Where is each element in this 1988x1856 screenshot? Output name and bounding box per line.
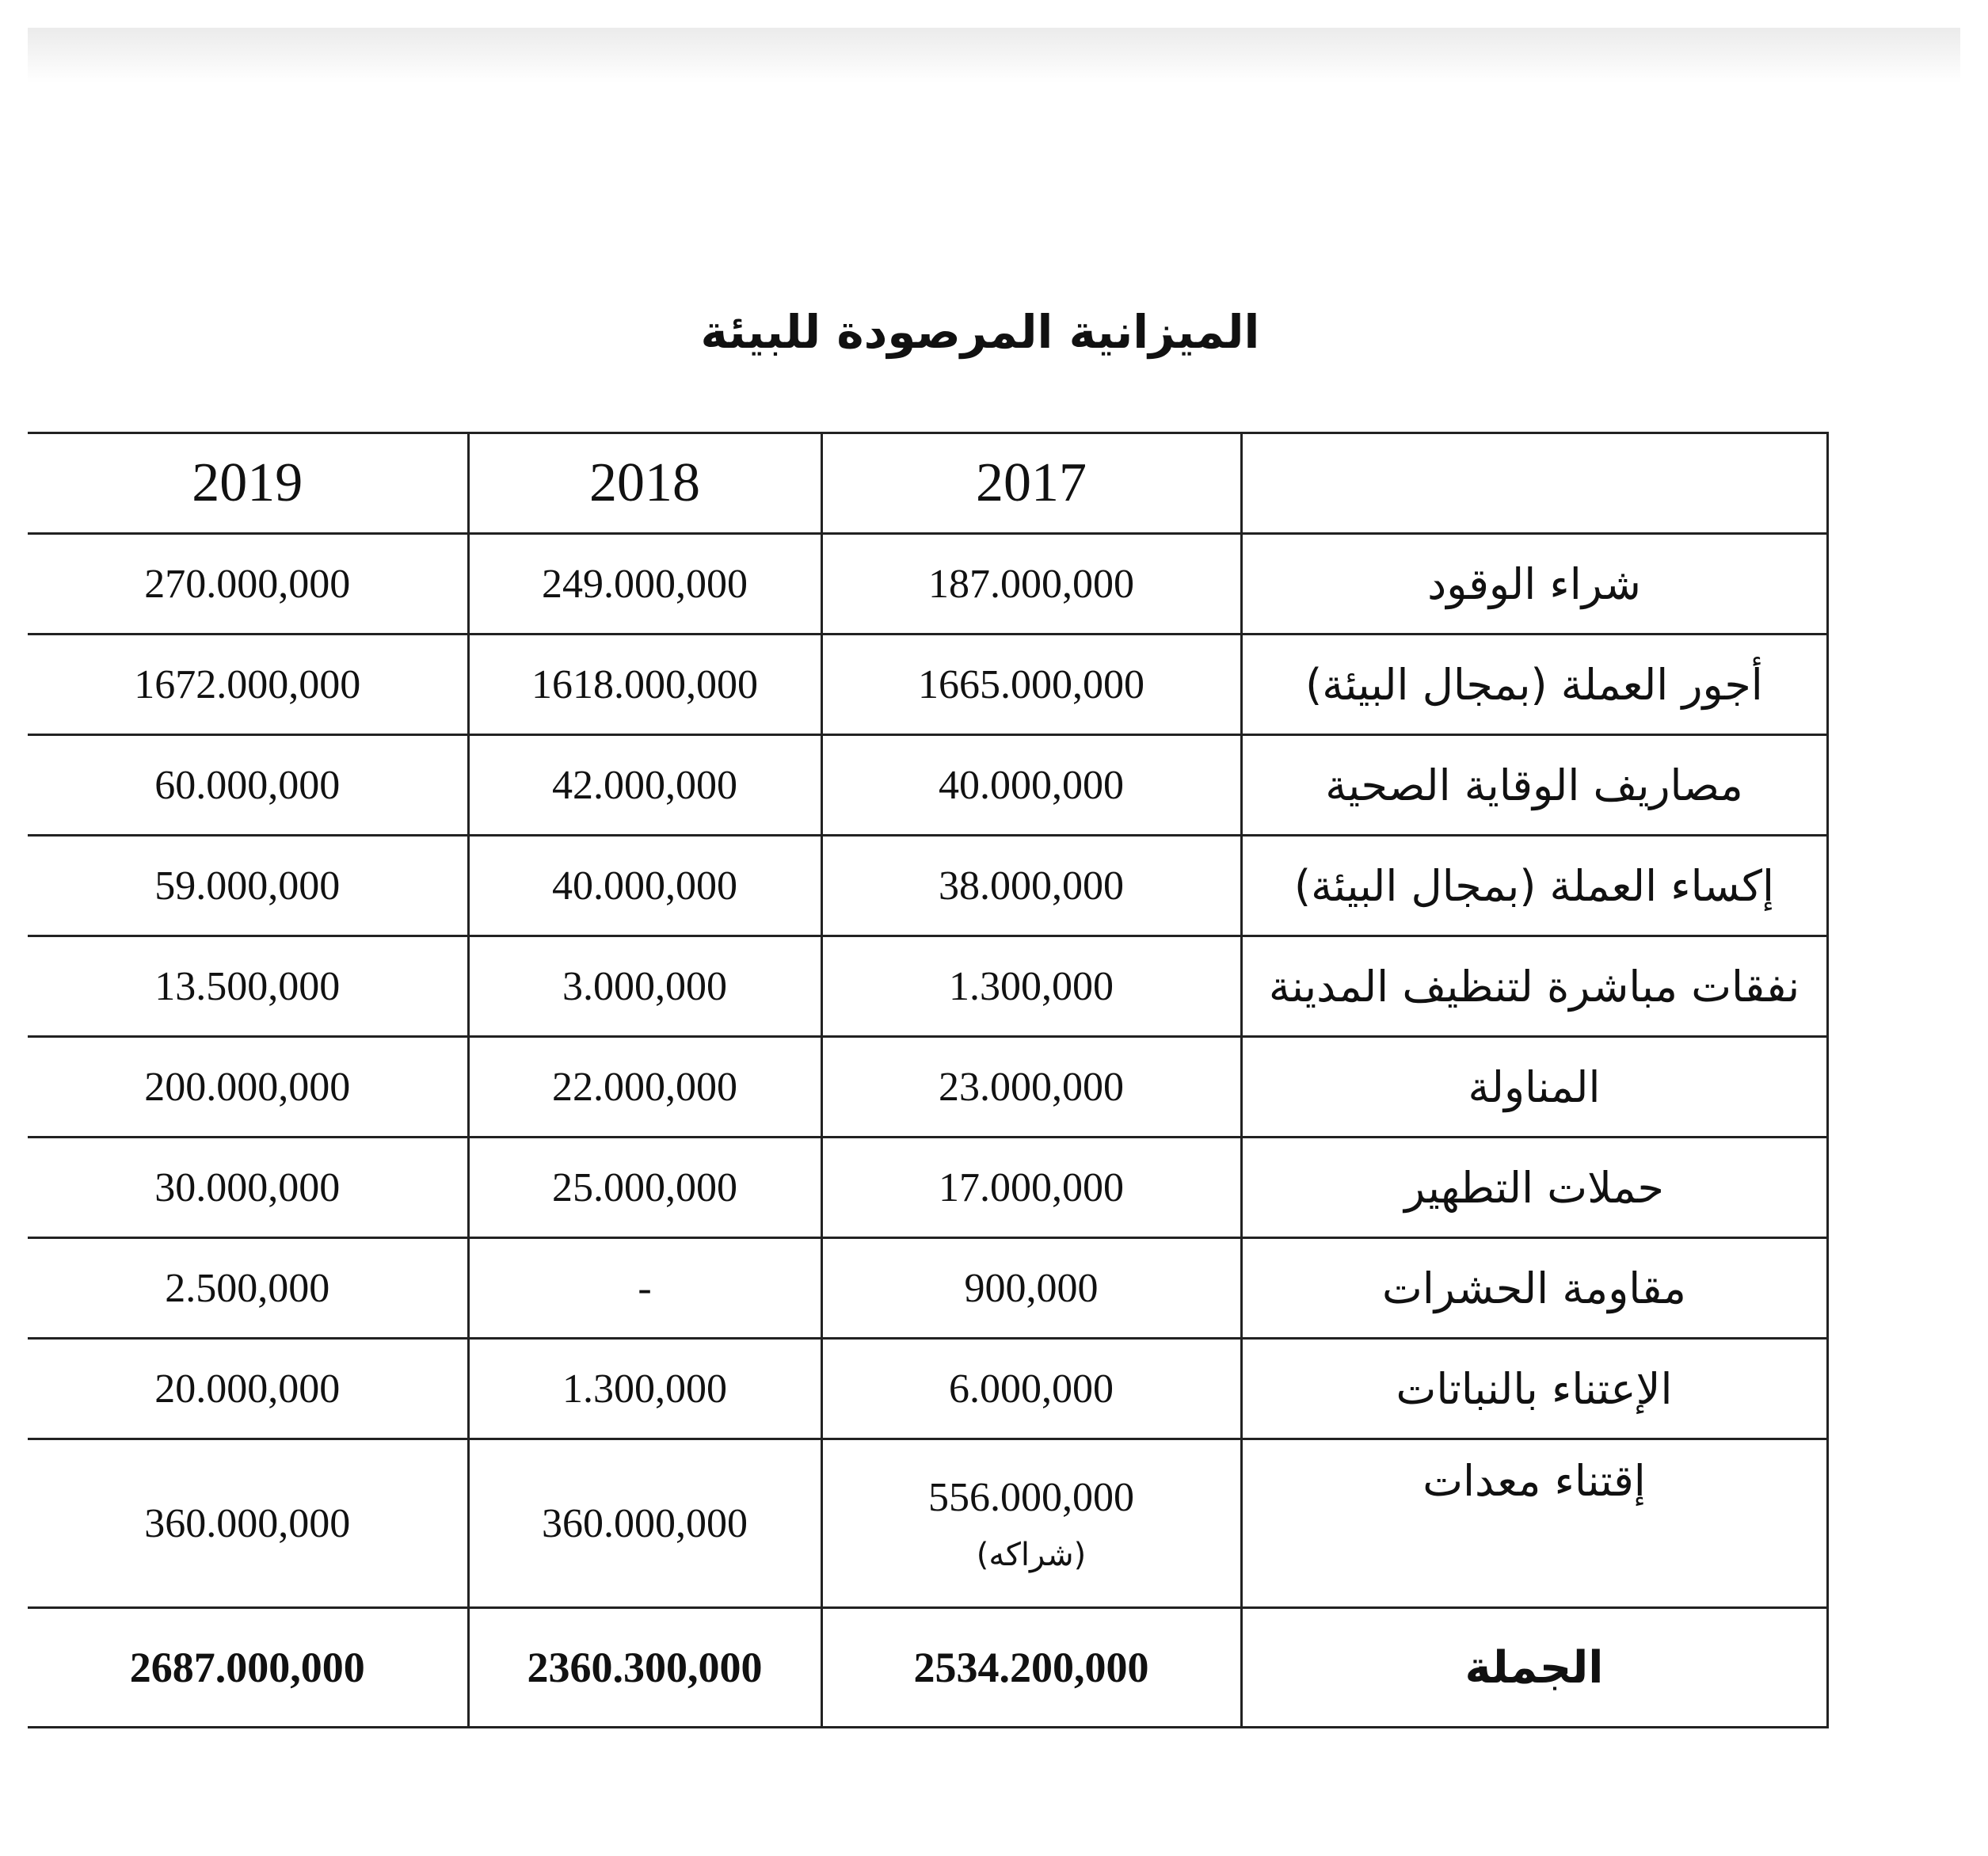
total-label: الجملة: [1241, 1608, 1827, 1728]
cell-2018: 22.000,000: [468, 1037, 821, 1138]
total-2018: 2360.300,000: [468, 1608, 821, 1728]
cell-2018: 1.300,000: [468, 1339, 821, 1439]
cell-2019: 1672.000,000: [28, 635, 468, 735]
row-label: أجور العملة (بمجال البيئة): [1241, 635, 1827, 735]
total-row: [28, 1608, 1827, 1728]
table-row: [28, 1439, 1827, 1608]
cell-2019: 13.500,000: [28, 936, 468, 1037]
cell-2019: 360.000,000: [28, 1439, 468, 1608]
header-label: [1241, 433, 1827, 534]
total-2017: 2534.200,000: [821, 1608, 1241, 1728]
table-row: [28, 635, 1827, 735]
cell-2017: [821, 1439, 1241, 1608]
cell-note: (شراكه): [976, 1536, 1087, 1573]
cell-2019: 59.000,000: [28, 836, 468, 936]
table-row: [28, 1238, 1827, 1339]
cell-2019: 270.000,000: [28, 534, 468, 635]
table-row: [28, 1037, 1827, 1138]
row-label: شراء الوقود: [1241, 534, 1827, 635]
document-title: الميزانية المرصودة للبيئة: [700, 305, 1260, 359]
cell-2019: 20.000,000: [28, 1339, 468, 1439]
row-label: مقاومة الحشرات: [1241, 1238, 1827, 1339]
table-row: [28, 735, 1827, 836]
table-row: [28, 1339, 1827, 1439]
cell-2017: 38.000,000: [821, 836, 1241, 936]
table-row: [28, 534, 1827, 635]
cell-2017: 6.000,000: [821, 1339, 1241, 1439]
cell-2019: 2.500,000: [28, 1238, 468, 1339]
table-row: [28, 836, 1827, 936]
total-2019: 2687.000,000: [28, 1608, 468, 1728]
cell-2017: 1.300,000: [821, 936, 1241, 1037]
scan-top-shadow: [28, 28, 1960, 83]
cell-2019: 30.000,000: [28, 1138, 468, 1238]
budget-table: [28, 432, 1829, 1728]
header-2017: 2017: [821, 433, 1241, 534]
row-label: حملات التطهير: [1241, 1138, 1827, 1238]
cell-2017: 1665.000,000: [821, 635, 1241, 735]
row-label: إقتناء معدات: [1241, 1439, 1827, 1608]
cell-2019: 60.000,000: [28, 735, 468, 836]
cell-2018: 40.000,000: [468, 836, 821, 936]
cell-2017: 40.000,000: [821, 735, 1241, 836]
cell-2017: 17.000,000: [821, 1138, 1241, 1238]
cell-2018: 3.000,000: [468, 936, 821, 1037]
table-row: [28, 936, 1827, 1037]
row-label: نفقات مباشرة لتنظيف المدينة: [1241, 936, 1827, 1037]
row-label: مصاريف الوقاية الصحية: [1241, 735, 1827, 836]
row-label: المناولة: [1241, 1037, 1827, 1138]
cell-2019: 200.000,000: [28, 1037, 468, 1138]
cell-2017: 187.000,000: [821, 534, 1241, 635]
cell-value: 556.000,000: [928, 1474, 1134, 1520]
header-2018: 2018: [468, 433, 821, 534]
cell-2018: 25.000,000: [468, 1138, 821, 1238]
cell-2018: 1618.000,000: [468, 635, 821, 735]
cell-2018: 249.000,000: [468, 534, 821, 635]
cell-2018: 42.000,000: [468, 735, 821, 836]
cell-2017: 900,000: [821, 1238, 1241, 1339]
table-row: [28, 1138, 1827, 1238]
cell-2018: 360.000,000: [468, 1439, 821, 1608]
table-header-row: [28, 433, 1827, 534]
cell-2017: 23.000,000: [821, 1037, 1241, 1138]
row-label: الإعتناء بالنباتات: [1241, 1339, 1827, 1439]
cell-2018: -: [468, 1238, 821, 1339]
row-label: إكساء العملة (بمجال البيئة): [1241, 836, 1827, 936]
header-2019: 2019: [28, 433, 468, 534]
